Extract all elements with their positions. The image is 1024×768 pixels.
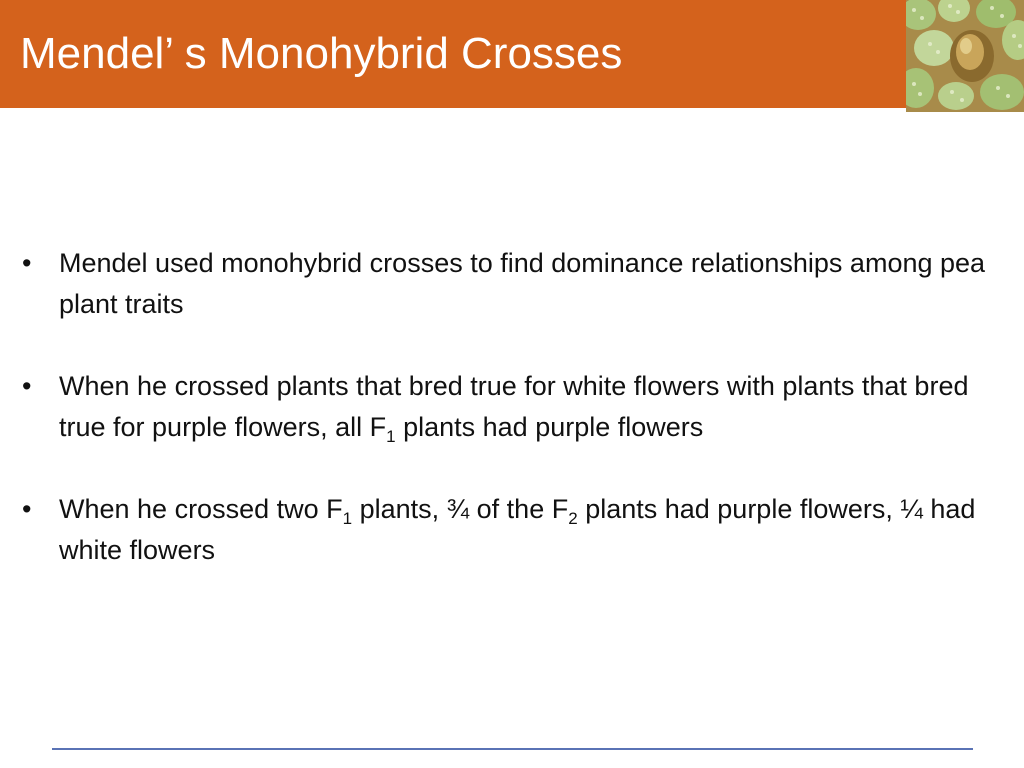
bullet-text: Mendel used monohybrid crosses to find dominance relationships among pea plant traits: [59, 248, 986, 319]
title-bar: [0, 0, 906, 108]
subscript: 1: [342, 509, 353, 528]
subscript: 2: [568, 509, 578, 528]
bullet-text: When he crossed two $F_1$ plants, ¾ of the $F_2$ plants had purple flowers, ¼ had white flowers: [59, 494, 976, 565]
bullet-item: [22, 489, 1002, 571]
bullet-list: [22, 243, 1002, 612]
slide-title: Mendel’ s Monohybrid Crosses: [20, 29, 623, 78]
footer-rule: [52, 748, 973, 750]
bullet-marker: •: [22, 371, 32, 401]
bullet-item: [22, 243, 1002, 325]
succulent-plant-photo: [906, 0, 1024, 112]
bullet-marker: •: [22, 248, 32, 278]
bullet-text: When he crossed plants that bred true for white flowers with plants that bred true for purple flowers, all $F_1$ plants had purple flowers: [59, 371, 969, 446]
bullet-item: [22, 366, 1002, 448]
subscript: 1: [386, 427, 396, 446]
bullet-marker: •: [22, 494, 32, 524]
